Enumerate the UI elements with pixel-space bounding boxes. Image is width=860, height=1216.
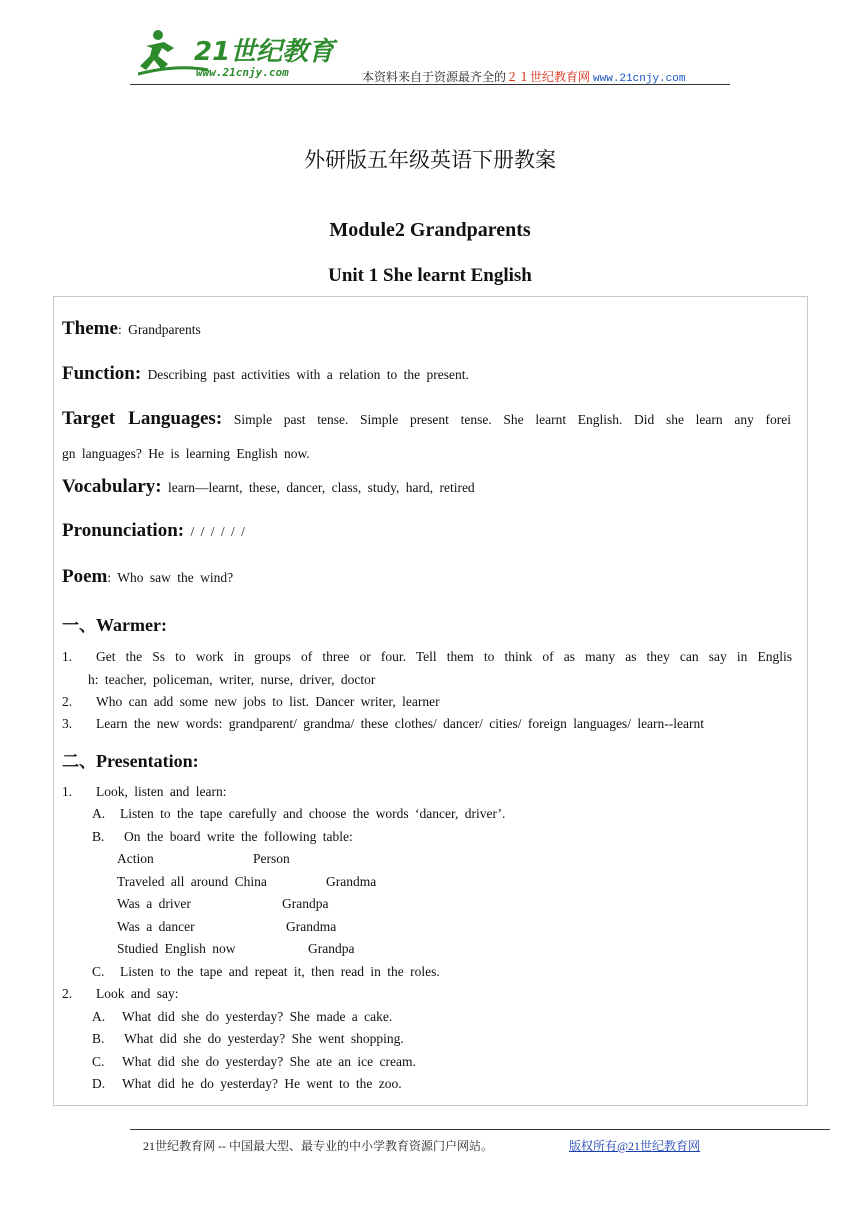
presentation-item-text: Look and say: xyxy=(96,986,179,1001)
table-cell-person: Grandma xyxy=(326,874,377,889)
sub-item-text: On the board write the following table: xyxy=(124,829,353,844)
site-logo[interactable] xyxy=(138,26,338,82)
poem-label: Poem xyxy=(62,566,108,587)
sub-item-text: What did she do yesterday? She went shopping. xyxy=(124,1031,404,1046)
poem-field xyxy=(62,566,233,588)
table-cell-action: Traveled all around China xyxy=(117,874,267,889)
header-divider xyxy=(130,84,730,85)
table-cell-action: Studied English now xyxy=(117,941,236,956)
table-header-person: Person xyxy=(253,851,290,866)
theme-value: : Grandparents xyxy=(117,322,201,337)
sub-item-text: What did she do yesterday? She made a cake. xyxy=(122,1009,393,1024)
function-label: Function: xyxy=(62,363,142,384)
sub-item-label: A. xyxy=(92,1009,106,1024)
warmer-heading-number: 一、 xyxy=(62,616,96,636)
table-cell-person: Grandma xyxy=(286,919,337,934)
warmer-heading xyxy=(62,611,167,636)
footer-tagline: 21世纪教育网 -- 中国最大型、最专业的中小学教育资源门户网站。 xyxy=(143,1139,493,1153)
sub-item-text: Listen to the tape and repeat it, then read in the roles. xyxy=(120,964,440,979)
target-languages-value: Simple past tense. Simple present tense. She learnt English. Did she learn any forei xyxy=(233,412,791,427)
footer-copyright-link[interactable]: 版权所有@21世纪教育网 xyxy=(569,1139,701,1153)
warmer-item-text: Get the Ss to work in groups of three or four. Tell them to think of as many as they can say in Englis xyxy=(96,649,792,664)
pronunciation-value: / / / / / / xyxy=(184,524,245,539)
logo-text: 21世纪教育 xyxy=(194,37,335,67)
vocabulary-value: learn—learnt, these, dancer, class, study, hard, retired xyxy=(161,480,475,495)
warmer-item-text: Who can add some new jobs to list. Dancer writer, learner xyxy=(96,694,440,709)
table-cell-person: Grandpa xyxy=(282,896,329,911)
pronunciation-field xyxy=(62,520,245,542)
target-languages-continued: gn languages? He is learning English now. xyxy=(62,446,310,461)
sub-item-label: C. xyxy=(92,1054,105,1069)
footer-divider xyxy=(130,1129,830,1130)
function-value: Describing past activities with a relation to the present. xyxy=(141,367,469,382)
sub-item-text: What did she do yesterday? She ate an ice cream. xyxy=(122,1054,416,1069)
source-note xyxy=(362,68,685,85)
target-languages-label: Target Languages: xyxy=(62,408,223,429)
target-languages-line xyxy=(62,408,791,430)
presentation-heading xyxy=(62,747,199,772)
source-url-link[interactable]: www.21cnjy.com xyxy=(593,73,686,85)
table-cell-action: Was a driver xyxy=(117,896,191,911)
theme-label: Theme xyxy=(62,318,118,339)
presentation-heading-text: Presentation: xyxy=(96,751,199,771)
table-header-action: Action xyxy=(117,851,154,866)
presentation-item-text: Look, listen and learn: xyxy=(96,784,227,799)
presentation-item-number: 2. xyxy=(62,986,73,1001)
warmer-item-text: Learn the new words: grandparent/ grandma/ these clothes/ dancer/ cities/ foreign languages/ learn--learnt xyxy=(96,716,705,731)
source-prefix: 本资料来自于资源最齐全的 xyxy=(362,70,507,84)
warmer-item-number: 3. xyxy=(62,716,73,731)
unit-title: Unit 1 She learnt English xyxy=(328,265,532,286)
warmer-item-text-continued: h: teacher, policeman, writer, nurse, driver, doctor xyxy=(88,672,376,687)
sub-item-text: Listen to the tape carefully and choose the words ‘dancer, driver’. xyxy=(120,806,506,821)
vocabulary-label: Vocabulary: xyxy=(62,476,162,497)
function-field xyxy=(62,363,469,385)
sub-item-label: B. xyxy=(92,1031,105,1046)
warmer-item-number: 1. xyxy=(62,649,73,664)
warmer-item-number: 2. xyxy=(62,694,73,709)
poem-value: : Who saw the wind? xyxy=(107,570,234,585)
document-title: 外研版五年级英语下册教案 xyxy=(304,148,556,172)
sub-item-label: C. xyxy=(92,964,105,979)
table-cell-person: Grandpa xyxy=(308,941,355,956)
presentation-item-number: 1. xyxy=(62,784,73,799)
sub-item-text: What did he do yesterday? He went to the zoo. xyxy=(122,1076,402,1091)
vocabulary-field xyxy=(62,476,475,498)
pronunciation-label: Pronunciation: xyxy=(62,520,185,541)
presentation-heading-number: 二、 xyxy=(62,752,96,772)
table-cell-action: Was a dancer xyxy=(117,919,195,934)
module-title: Module2 Grandparents xyxy=(329,219,531,241)
source-site-link[interactable]: ２１世纪教育网 xyxy=(506,70,591,84)
sub-item-label: D. xyxy=(92,1076,106,1091)
theme-field xyxy=(62,318,201,340)
sub-item-label: A. xyxy=(92,806,106,821)
sub-item-label: B. xyxy=(92,829,105,844)
logo-url: www.21cnjy.com xyxy=(196,66,289,79)
warmer-heading-text: Warmer: xyxy=(96,615,167,635)
